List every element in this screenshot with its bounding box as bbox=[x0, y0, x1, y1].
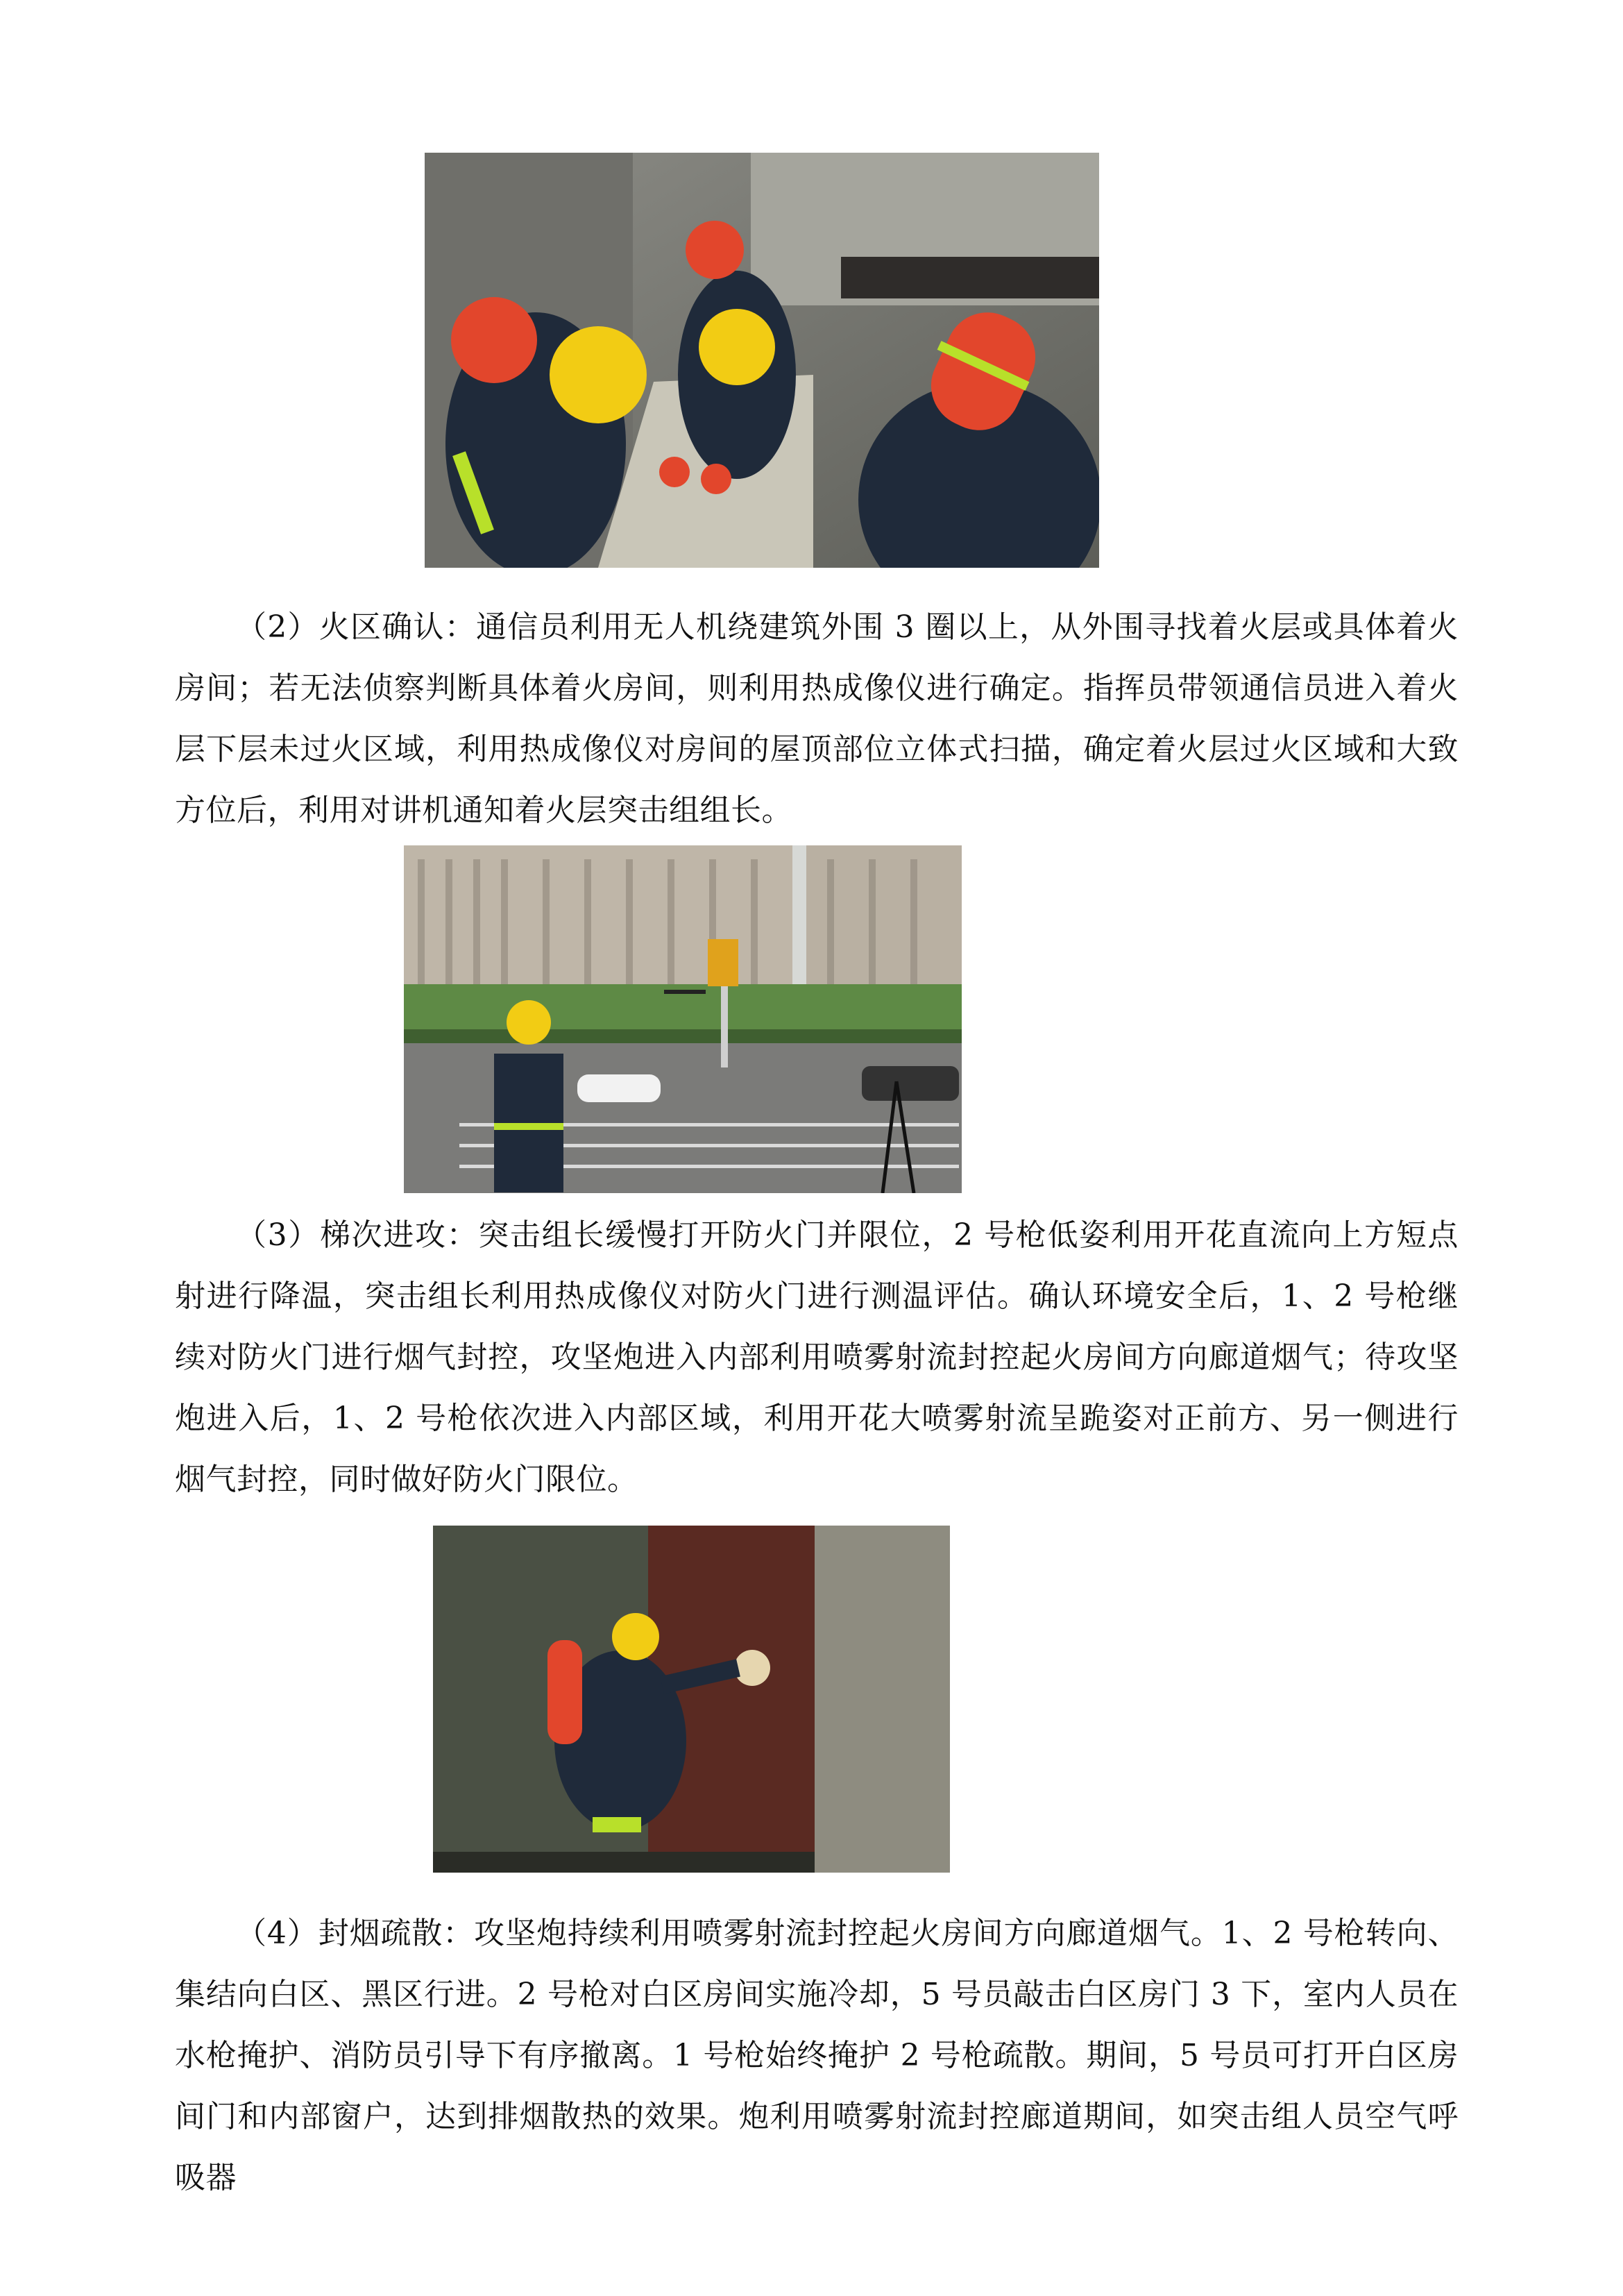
photo-firefighter-door-spray bbox=[433, 1526, 950, 1873]
paragraph-fire-zone-confirm: （2）火区确认：通信员利用无人机绕建筑外围 3 圈以上，从外围寻找着火层或具体着火房间；若无法侦察判断具体着火房间，则利用热成像仪进行确定。指挥员带领通信员进入着火层下层未过火区域，利用热成像仪对房间的屋顶部位立体式扫描，确定着火层过火区域和大致方位后，利用对讲机通知着火层突击组组长。 bbox=[175, 609, 1459, 828]
photo-firefighters-stairwell bbox=[425, 153, 1099, 568]
photo-drone-operator bbox=[404, 845, 962, 1193]
paragraph-smoke-evacuation: （4）封烟疏散：攻坚炮持续利用喷雾射流封控起火房间方向廊道烟气。1、2 号枪转向、集结向白区、黑区行进。2 号枪对白区房间实施冷却，5 号员敲击白区房门 3 下，室内人员在水枪掩护、消防员引导下有序撤离。1 号枪始终掩护 2 号枪疏散。期间，5 号员可打开白区房间门和内部窗户，达到排烟散热的效果。炮利用喷雾射流封控廊道期间，如突击组人员空气呼吸器 bbox=[175, 1916, 1459, 2195]
paragraph-staged-attack: （3）梯次进攻：突击组长缓慢打开防火门并限位，2 号枪低姿利用开花直流向上方短点射进行降温，突击组长利用热成像仪对防火门进行测温评估。确认环境安全后，1、2 号枪继续对防火门进行烟气封控，攻坚炮进入内部利用喷雾射流封控起火房间方向廊道烟气；待攻坚炮进入后，1、2 号枪依次进入内部区域，利用开花大喷雾射流呈跪姿对正前方、另一侧进行烟气封控，同时做好防火门限位。 bbox=[175, 1217, 1459, 1497]
